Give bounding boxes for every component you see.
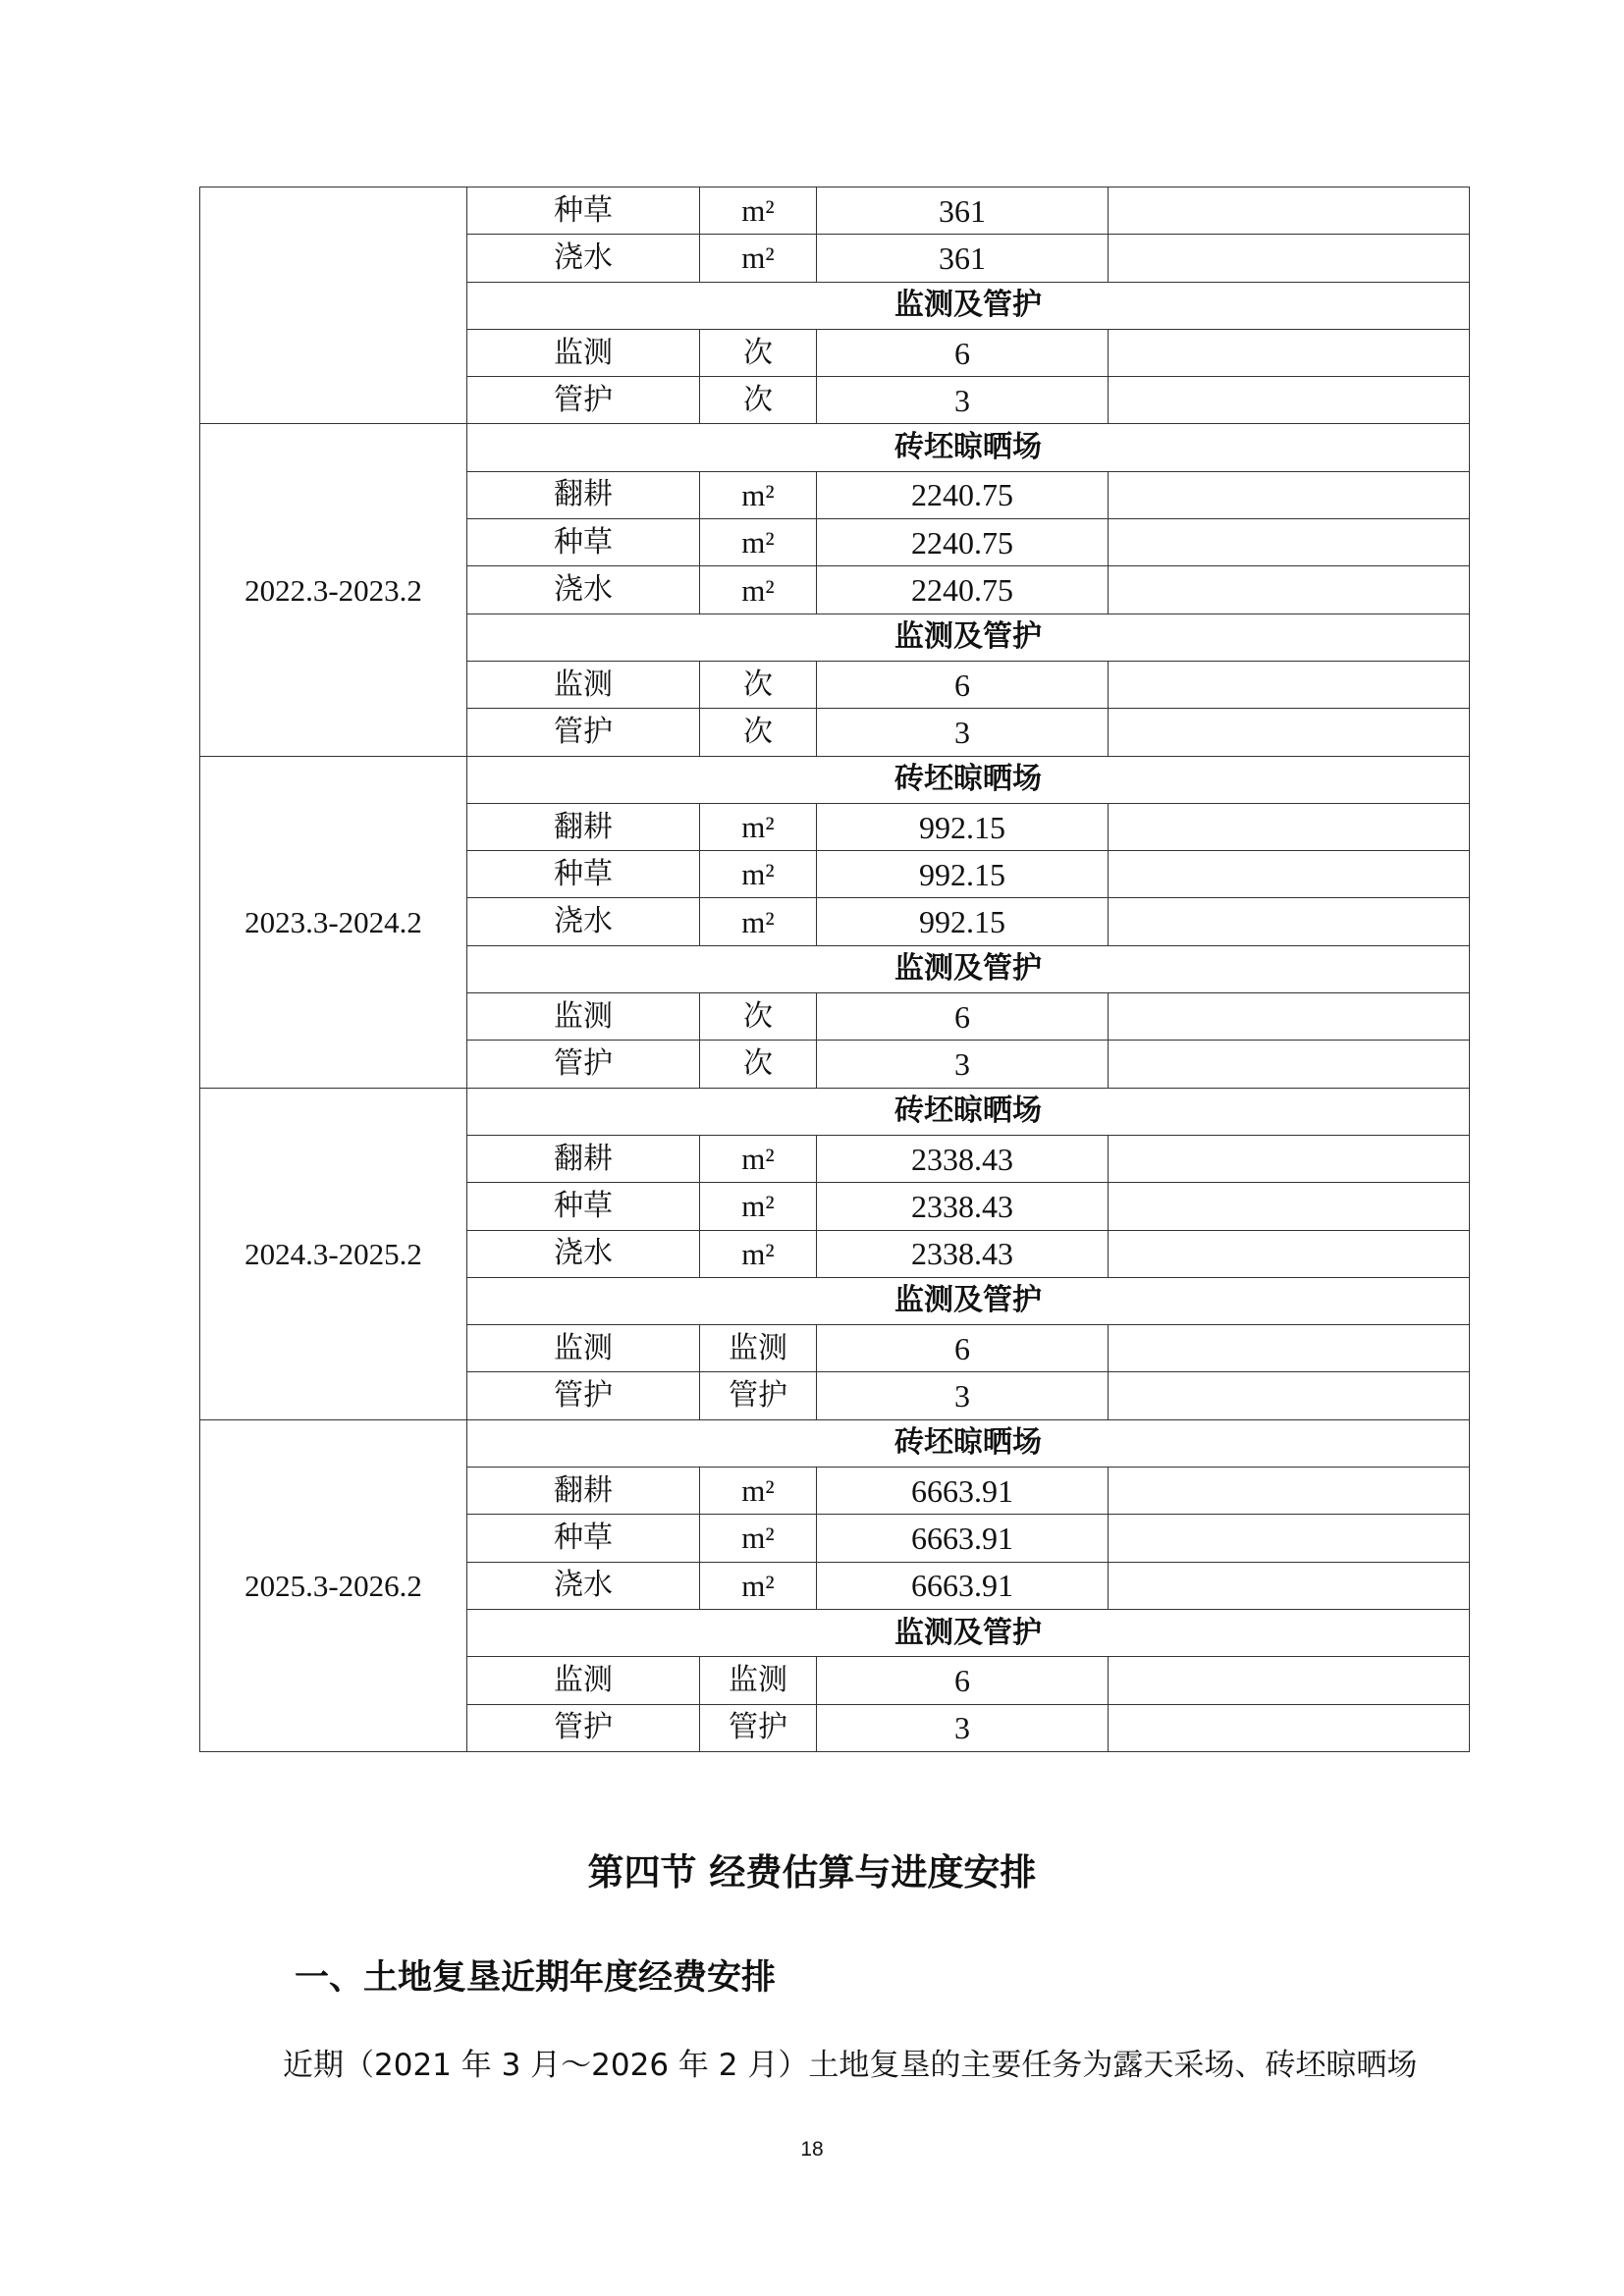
quantity-cell: 2240.75 [817,519,1109,566]
remark-cell [1109,1704,1470,1751]
quantity-cell: 2240.75 [817,471,1109,518]
unit-cell: m² [700,187,817,235]
remark-cell [1109,187,1470,235]
item-cell: 种草 [467,519,700,566]
quantity-cell: 6663.91 [817,1515,1109,1562]
unit-cell: m² [700,1468,817,1515]
item-cell: 监测 [467,993,700,1041]
quantity-cell: 3 [817,1372,1109,1419]
unit-cell: 次 [700,329,817,376]
period-cell: 2025.3-2026.2 [200,1419,467,1751]
unit-cell: m² [700,471,817,518]
quantity-cell: 3 [817,1704,1109,1751]
table-group-header-row [200,1419,1470,1467]
remark-cell [1109,993,1470,1041]
quantity-cell: 2240.75 [817,566,1109,614]
table-group-header-row [200,756,1470,803]
subsection-title: 一、土地复垦近期年度经费安排 [295,1958,777,1998]
table-group-header-row [200,424,1470,471]
quantity-cell: 3 [817,1041,1109,1088]
reclamation-schedule-table [199,187,1470,1752]
unit-cell: 次 [700,709,817,756]
period-cell [200,187,467,424]
remark-cell [1109,566,1470,614]
remark-cell [1109,1657,1470,1704]
remark-cell [1109,1135,1470,1182]
remark-cell [1109,235,1470,282]
group-header-cell: 砖坯晾晒场 [467,424,1470,471]
group-header-cell: 砖坯晾晒场 [467,756,1470,803]
period-cell: 2024.3-2025.2 [200,1088,467,1419]
quantity-cell: 2338.43 [817,1183,1109,1230]
item-cell: 种草 [467,1515,700,1562]
quantity-cell: 6 [817,1325,1109,1372]
unit-cell: 次 [700,993,817,1041]
quantity-cell: 992.15 [817,851,1109,898]
unit-cell: m² [700,851,817,898]
item-cell: 种草 [467,1183,700,1230]
remark-cell [1109,661,1470,708]
remark-cell [1109,1325,1470,1372]
group-header-cell: 监测及管护 [467,282,1470,329]
remark-cell [1109,1515,1470,1562]
body-paragraph: 近期（2021 年 3 月～2026 年 2 月）土地复垦的主要任务为露天采场、砖坯晾晒场 [283,2048,1418,2083]
item-cell: 监测 [467,661,700,708]
remark-cell [1109,851,1470,898]
unit-cell: m² [700,519,817,566]
item-cell: 翻耕 [467,1468,700,1515]
remark-cell [1109,329,1470,376]
remark-cell [1109,471,1470,518]
unit-cell: m² [700,235,817,282]
remark-cell [1109,709,1470,756]
quantity-cell: 6 [817,329,1109,376]
remark-cell [1109,1372,1470,1419]
unit-cell: m² [700,1230,817,1277]
unit-cell: 监测 [700,1657,817,1704]
item-cell: 管护 [467,1704,700,1751]
unit-cell: m² [700,1183,817,1230]
quantity-cell: 6663.91 [817,1468,1109,1515]
table-group-header-row [200,1088,1470,1135]
section-title: 第四节 经费估算与进度安排 [587,1851,1037,1894]
item-cell: 翻耕 [467,471,700,518]
unit-cell: 监测 [700,1325,817,1372]
remark-cell [1109,1562,1470,1609]
quantity-cell: 6 [817,1657,1109,1704]
unit-cell: m² [700,1562,817,1609]
quantity-cell: 2338.43 [817,1230,1109,1277]
remark-cell [1109,1183,1470,1230]
unit-cell: 次 [700,661,817,708]
quantity-cell: 361 [817,187,1109,235]
quantity-cell: 361 [817,235,1109,282]
quantity-cell: 2338.43 [817,1135,1109,1182]
unit-cell: 管护 [700,1372,817,1419]
unit-cell: m² [700,803,817,850]
item-cell: 浇水 [467,898,700,945]
quantity-cell: 3 [817,377,1109,424]
item-cell: 浇水 [467,235,700,282]
group-header-cell: 砖坯晾晒场 [467,1419,1470,1467]
item-cell: 浇水 [467,1230,700,1277]
group-header-cell: 砖坯晾晒场 [467,1088,1470,1135]
table-row [200,187,1470,235]
item-cell: 监测 [467,1325,700,1372]
remark-cell [1109,1468,1470,1515]
unit-cell: m² [700,1135,817,1182]
item-cell: 管护 [467,377,700,424]
item-cell: 监测 [467,1657,700,1704]
remark-cell [1109,377,1470,424]
remark-cell [1109,898,1470,945]
item-cell: 翻耕 [467,1135,700,1182]
unit-cell: 次 [700,377,817,424]
quantity-cell: 3 [817,709,1109,756]
remark-cell [1109,803,1470,850]
item-cell: 浇水 [467,1562,700,1609]
remark-cell [1109,519,1470,566]
item-cell: 监测 [467,329,700,376]
unit-cell: m² [700,898,817,945]
group-header-cell: 监测及管护 [467,614,1470,661]
item-cell: 浇水 [467,566,700,614]
group-header-cell: 监测及管护 [467,945,1470,992]
period-cell: 2022.3-2023.2 [200,424,467,756]
group-header-cell: 监测及管护 [467,1609,1470,1656]
unit-cell: 次 [700,1041,817,1088]
item-cell: 管护 [467,1372,700,1419]
item-cell: 管护 [467,1041,700,1088]
period-cell: 2023.3-2024.2 [200,756,467,1088]
item-cell: 翻耕 [467,803,700,850]
quantity-cell: 6663.91 [817,1562,1109,1609]
quantity-cell: 6 [817,661,1109,708]
remark-cell [1109,1041,1470,1088]
remark-cell [1109,1230,1470,1277]
table-body [200,187,1470,1752]
unit-cell: 管护 [700,1704,817,1751]
item-cell: 种草 [467,187,700,235]
quantity-cell: 992.15 [817,803,1109,850]
quantity-cell: 992.15 [817,898,1109,945]
quantity-cell: 6 [817,993,1109,1041]
group-header-cell: 监测及管护 [467,1277,1470,1324]
item-cell: 种草 [467,851,700,898]
item-cell: 管护 [467,709,700,756]
unit-cell: m² [700,566,817,614]
page-number: 18 [800,2138,824,2161]
unit-cell: m² [700,1515,817,1562]
